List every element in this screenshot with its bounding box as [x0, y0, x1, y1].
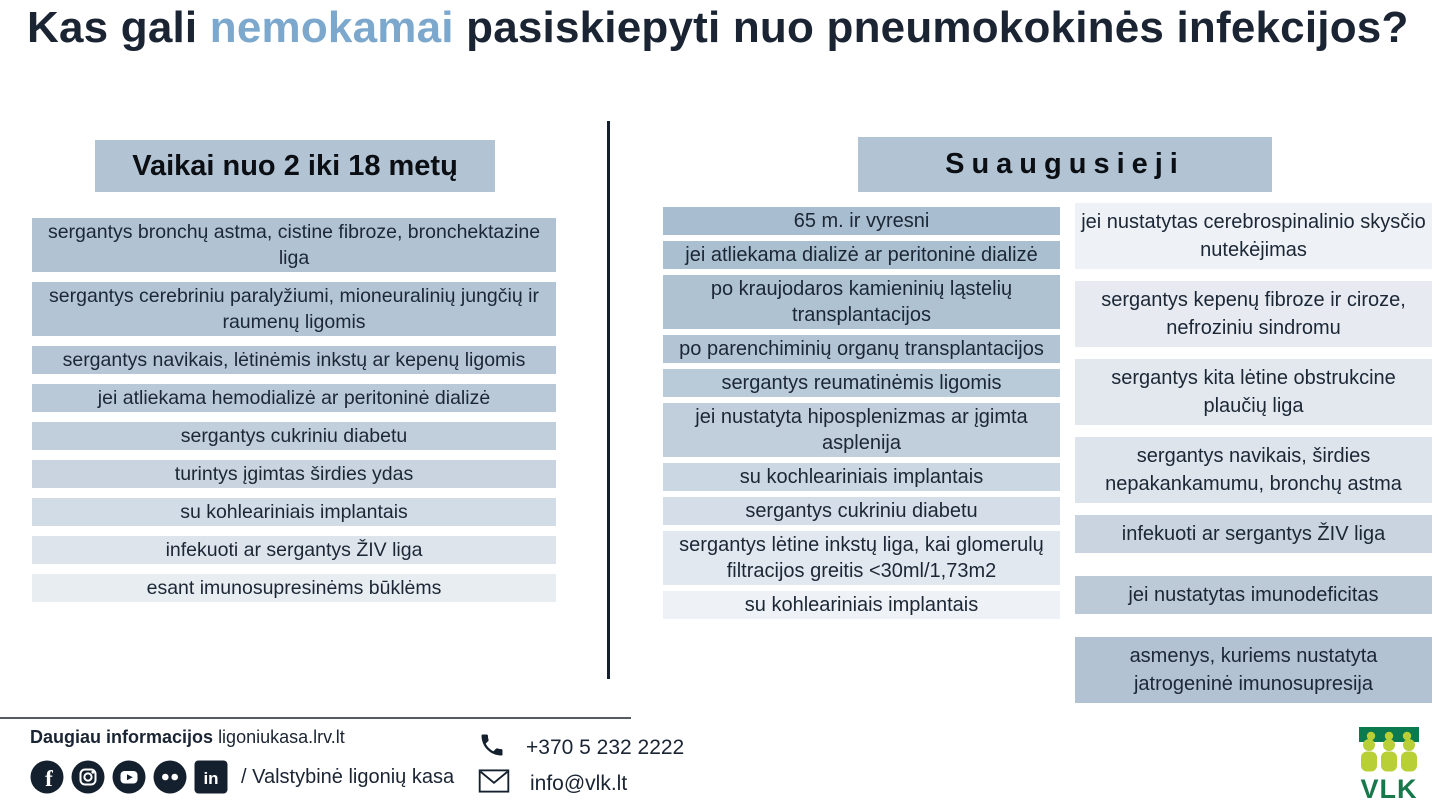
- instagram-icon[interactable]: [71, 760, 105, 794]
- condition-item: sergantys navikais, širdies nepakankamumu, bronchų astma: [1075, 437, 1432, 503]
- adults-condition-list-1: [663, 207, 1060, 619]
- condition-item: sergantys cukriniu diabetu: [32, 422, 556, 450]
- condition-item: sergantys kepenų fibroze ir ciroze, nefroziniu sindromu: [1075, 281, 1432, 347]
- facebook-icon[interactable]: [30, 760, 64, 794]
- footer-divider: [0, 717, 631, 719]
- condition-item: sergantys lėtine inkstų liga, kai glomerulų filtracijos greitis <30ml/1,73m2: [663, 531, 1060, 585]
- condition-item: jei atliekama dializė ar peritoninė dializė: [663, 241, 1060, 269]
- email-address[interactable]: info@vlk.lt: [530, 772, 628, 795]
- more-info-label: Daugiau informacijos: [30, 727, 214, 747]
- condition-item: su kochleariniais implantais: [663, 463, 1060, 491]
- children-condition-list: [32, 218, 556, 602]
- condition-item: su kohleariniais implantais: [32, 498, 556, 526]
- vlk-crowd-graphic: [1357, 727, 1421, 772]
- condition-item: infekuoti ar sergantys ŽIV liga: [1075, 515, 1432, 553]
- flickr-icon[interactable]: [153, 760, 187, 794]
- adults-section-header: Suaugusieji: [858, 137, 1272, 192]
- condition-item: po parenchiminių organų transplantacijos: [663, 335, 1060, 363]
- condition-item: jei atliekama hemodializė ar peritoninė dializė: [32, 384, 556, 412]
- condition-item: jei nustatyta hiposplenizmas ar įgimta asplenija: [663, 403, 1060, 457]
- more-info-link[interactable]: ligoniukasa.lrv.lt: [218, 727, 345, 747]
- column-divider: [607, 121, 610, 679]
- page-title: [27, 2, 1427, 54]
- vlk-logo-text: VLK: [1360, 774, 1418, 804]
- social-links-row: [30, 760, 454, 794]
- condition-item: esant imunosupresinėms būklėms: [32, 574, 556, 602]
- condition-item: jei nustatytas imunodeficitas: [1075, 576, 1432, 614]
- phone-contact: [478, 731, 684, 765]
- condition-item: jei nustatytas cerebrospinalinio skysčio nutekėjimas: [1075, 203, 1432, 269]
- children-section-header: Vaikai nuo 2 iki 18 metų: [95, 140, 495, 192]
- condition-item: turintys įgimtas širdies ydas: [32, 460, 556, 488]
- condition-item: sergantys kita lėtine obstrukcine plaučių liga: [1075, 359, 1432, 425]
- title-highlight: nemokamai: [209, 3, 454, 52]
- title-post: pasiskiepyti nuo pneumokokinės infekcijos?: [453, 3, 1409, 52]
- condition-item: asmenys, kuriems nustatyta jatrogeninė imunosupresija: [1075, 637, 1432, 703]
- condition-item: sergantys bronchų astma, cistine fibroze, bronchektazine liga: [32, 218, 556, 272]
- email-contact: [478, 769, 627, 799]
- youtube-icon[interactable]: [112, 760, 146, 794]
- social-caption: / Valstybinė ligonių kasa: [241, 765, 455, 788]
- adults-condition-list-2: [1075, 203, 1432, 703]
- title-pre: Kas gali: [27, 3, 210, 52]
- phone-icon: [478, 731, 506, 765]
- svg-text:in: in: [203, 769, 219, 788]
- svg-text:f: f: [45, 766, 53, 791]
- linkedin-icon[interactable]: [194, 760, 228, 794]
- phone-number[interactable]: +370 5 232 2222: [526, 736, 685, 759]
- vlk-logo: [1356, 727, 1422, 804]
- condition-item: sergantys reumatinėmis ligomis: [663, 369, 1060, 397]
- condition-item: su kohleariniais implantais: [663, 591, 1060, 619]
- condition-item: sergantys cukriniu diabetu: [663, 497, 1060, 525]
- condition-item: 65 m. ir vyresni: [663, 207, 1060, 235]
- email-icon: [478, 769, 510, 799]
- condition-item: infekuoti ar sergantys ŽIV liga: [32, 536, 556, 564]
- condition-item: sergantys navikais, lėtinėmis inkstų ar kepenų ligomis: [32, 346, 556, 374]
- condition-item: po kraujodaros kamieninių ląstelių transplantacijos: [663, 275, 1060, 329]
- condition-item: sergantys cerebriniu paralyžiumi, mioneuralinių jungčių ir raumenų ligomis: [32, 282, 556, 336]
- more-info: [30, 727, 345, 748]
